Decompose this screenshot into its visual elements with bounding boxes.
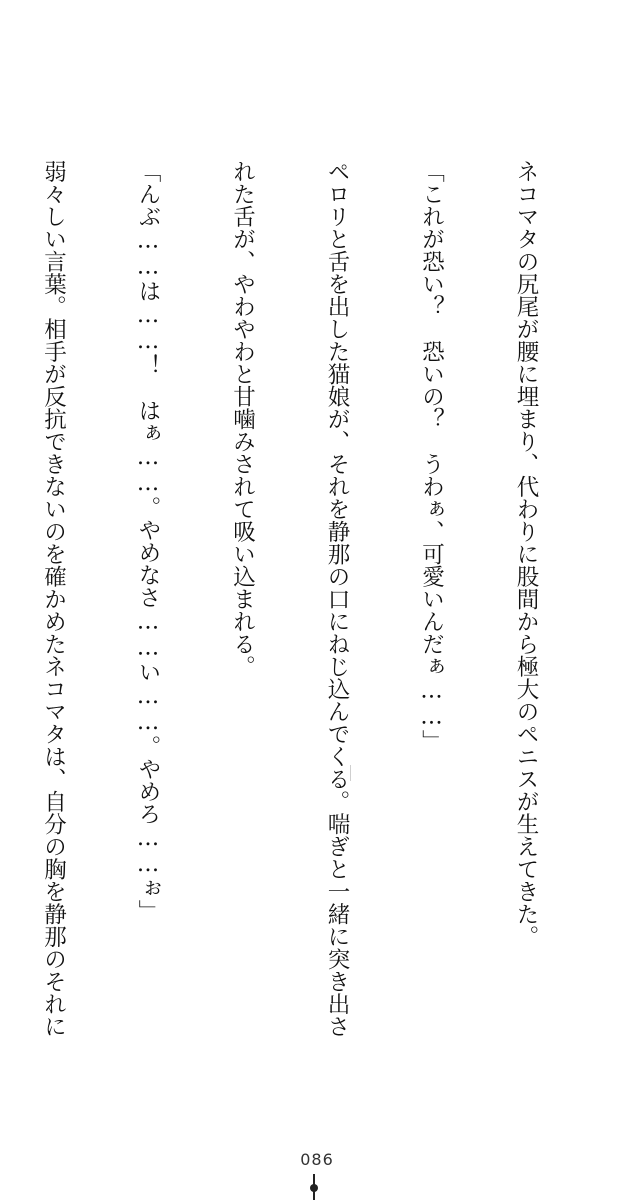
text-line: 「これが恐い？ 恐いの？ うわぁ、可愛いんだぁ……」 <box>418 160 445 752</box>
page-marker-dot <box>310 1184 318 1192</box>
page-number: 086 <box>300 1150 334 1169</box>
text-line: ペロリと舌を出した猫娘が、それを静那の口にねじ込んでくる。喘ぎと一緒に突き出さ <box>324 160 350 1038</box>
text-line: れた舌が、やわやわと甘噛みされて吸い込まれる。 <box>229 160 256 678</box>
vertical-text-body <box>0 160 604 1050</box>
text-line: 「んぶ……は……！ はぁ……。やめなさ……い……。やめろ……ぉ」 <box>135 160 161 922</box>
text-line: 弱々しい言葉。相手が反抗できないのを確かめたネコマタは、自分の胸を静那のそれに <box>40 160 67 1038</box>
scan-mark <box>350 765 351 781</box>
text-line: ネコマタの尻尾が腰に埋まり、代わりに股間から極大のペニスが生えてきた。 <box>513 160 539 948</box>
